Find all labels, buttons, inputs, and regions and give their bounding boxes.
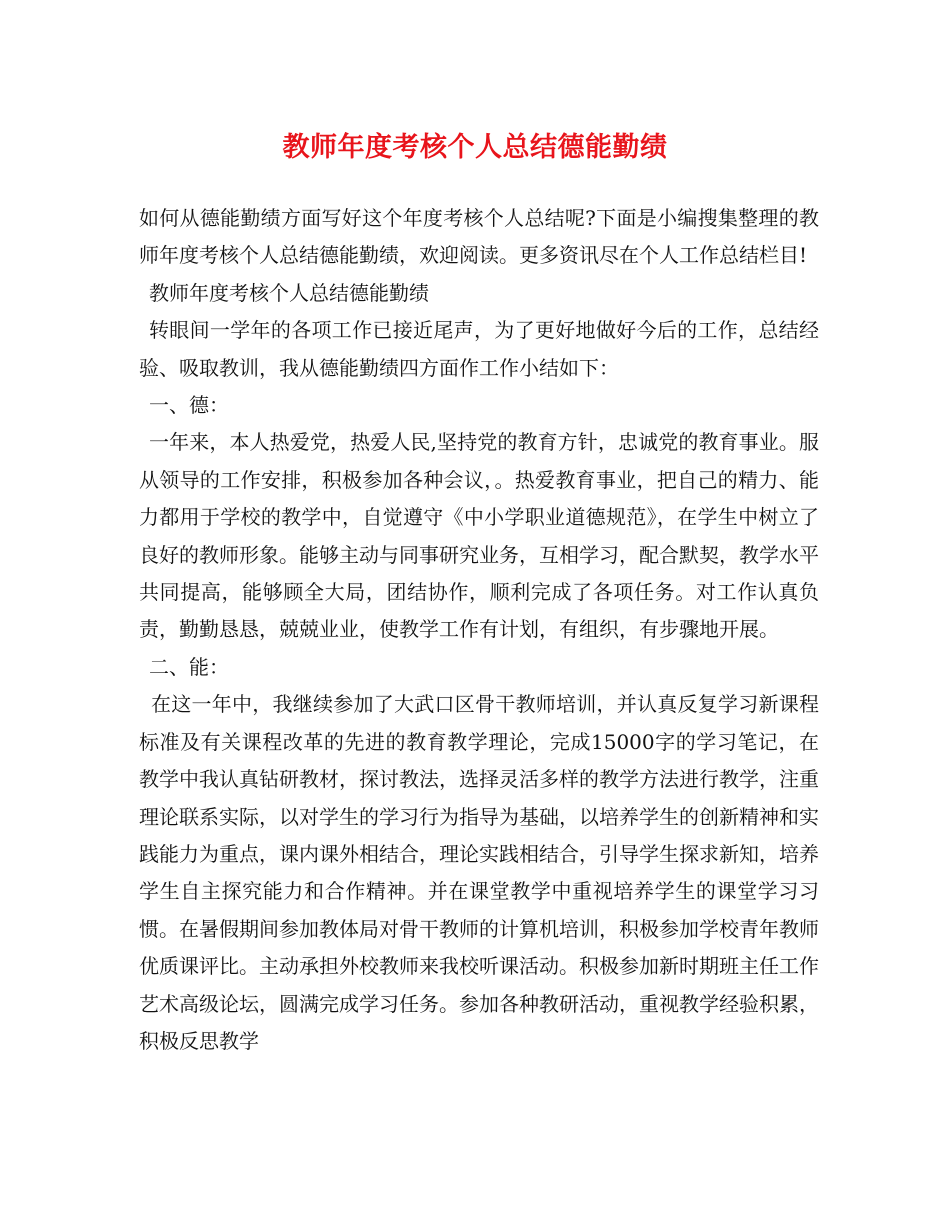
intro-paragraph: 如何从德能勤绩方面写好这个年度考核个人总结呢?下面是小编搜集整理的教师年度考核个人总结德能勤绩，欢迎阅读。更多资讯尽在个人工作总结栏目!	[139, 206, 819, 268]
document-title: 教师年度考核个人总结德能勤绩	[282, 132, 668, 163]
opening-paragraph: 转眼间一学年的各项工作已接近尾声，为了更好地做好今后的工作，总结经验、吸取教训，我从德能勤绩四方面作工作小结如下：	[139, 318, 819, 380]
document-body	[139, 200, 819, 1060]
section-paragraph-neng: 在这一年中，我继续参加了大武口区骨干教师培训，并认真反复学习新课程标准及有关课程改革的先进的教育教学理论，完成15000字的学习笔记，在教学中我认真钻研教材，探讨教法，选择灵活多样的教学方法进行教学，注重理论联系实际，以对学生的学习行为指导为基础，以培养学生的创新精神和实践能力为重点，课内课外相结合，理论实践相结合，引导学生探求新知，培养学生自主探究能力和合作精神。并在课堂教学中重视培养学生的课堂学习习惯。在暑假期间参加教体局对骨干教师的计算机培训，积极参加学校青年教师优质课评比。主动承担外校教师来我校听课活动。积极参加新时期班主任工作艺术高级论坛，圆满完成学习任务。参加各种教研活动，重视教学经验积累，积极反思教学	[139, 692, 819, 1053]
section-heading-neng: 二、能：	[149, 654, 229, 679]
subtitle-line: 教师年度考核个人总结德能勤绩	[149, 280, 429, 305]
section-heading-de: 一、德：	[149, 393, 229, 418]
section-paragraph-de: 一年来，本人热爱党，热爱人民,坚持党的教育方针，忠诚党的教育事业。服从领导的工作安排，积极参加各种会议，。热爱教育事业，把自己的精力、能力都用于学校的教学中，自觉遵守《中小学职业道德规范》，在学生中树立了良好的教师形象。能够主动与同事研究业务，互相学习，配合默契，教学水平共同提高，能够顾全大局，团结协作，顺利完成了各项任务。对工作认真负责，勤勤恳恳，兢兢业业，使教学工作有计划，有组织，有步骤地开展。	[139, 430, 819, 642]
